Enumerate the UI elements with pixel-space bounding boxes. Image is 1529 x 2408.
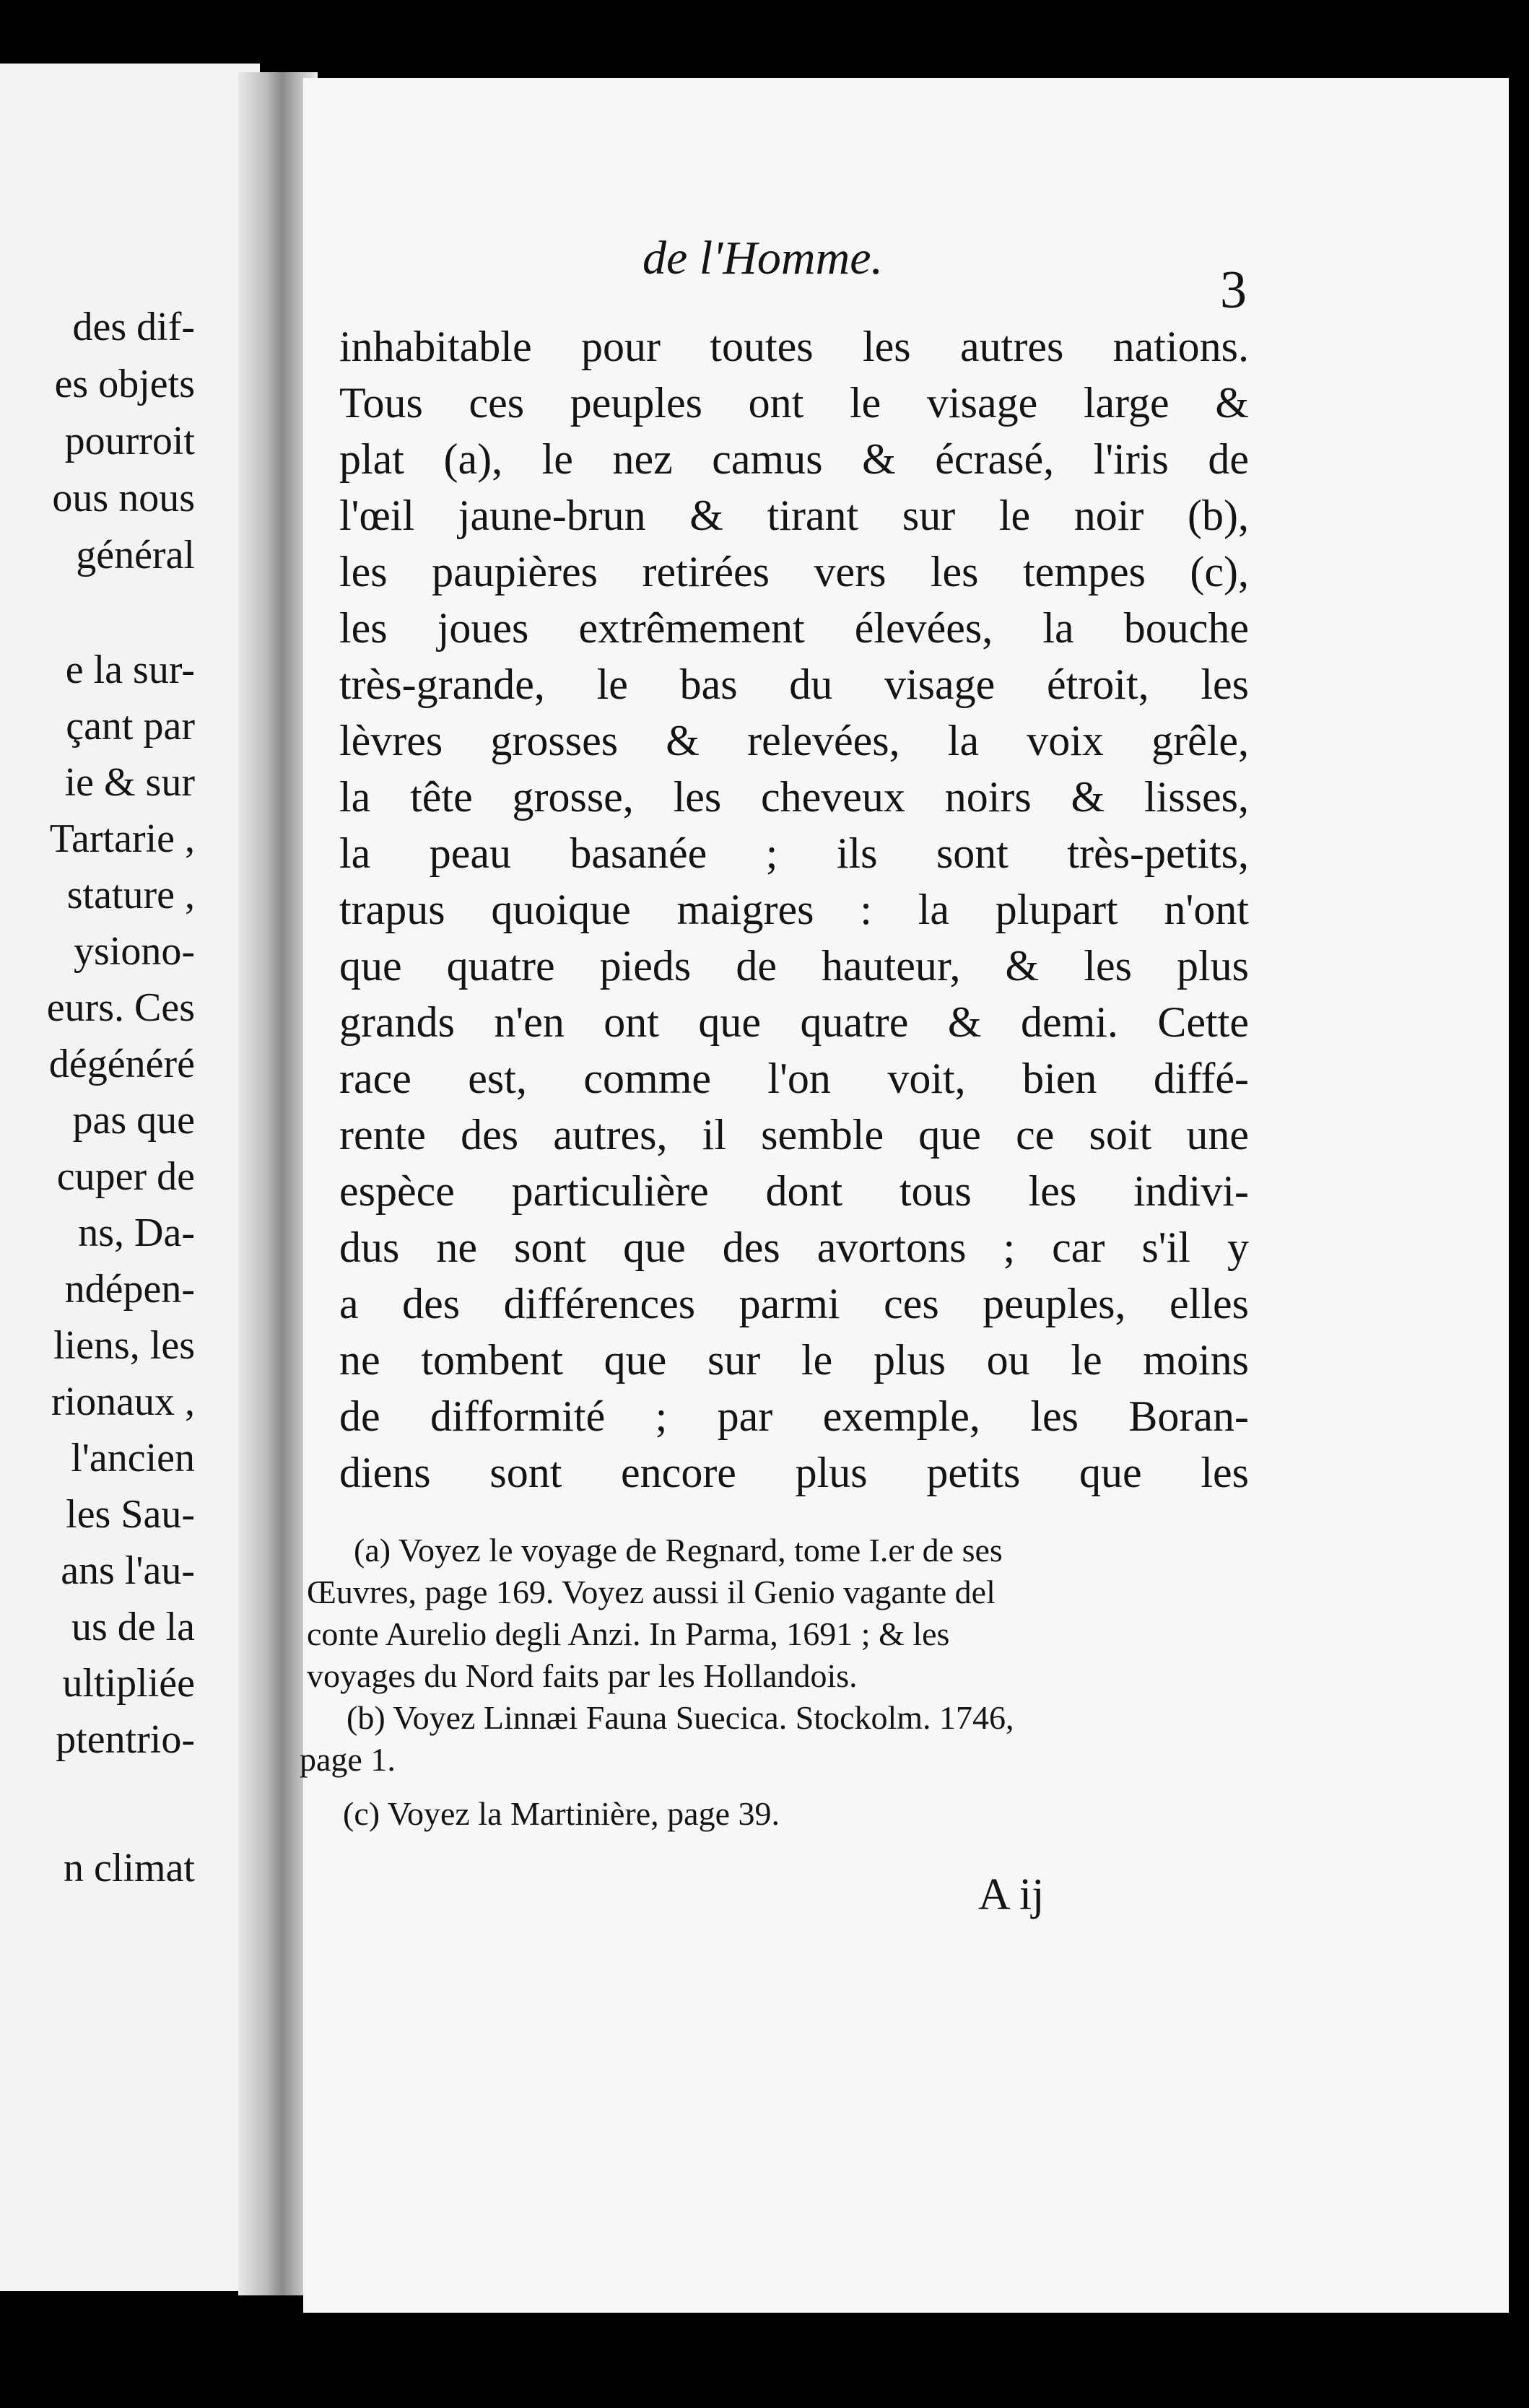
left-page-line: rionaux ,	[51, 1379, 195, 1424]
body-line: plat (a), le nez camus & écrasé, l'iris de	[339, 435, 1249, 483]
left-page-line: des dif-	[72, 305, 195, 349]
left-page-line: cuper de	[56, 1154, 195, 1199]
footnote-line: Œuvres, page 169. Voyez aussi il Genio vagante del	[307, 1574, 996, 1610]
footnote-line: (a) Voyez le voyage de Regnard, tome I.er de ses	[354, 1532, 1003, 1569]
body-line: a des différences parmi ces peuples, elles	[339, 1280, 1249, 1327]
left-page-line: ns, Da-	[78, 1210, 195, 1255]
left-page-line: ptentrio-	[56, 1717, 195, 1762]
body-line: lèvres grosses & relevées, la voix grêle,	[339, 717, 1249, 764]
left-page	[0, 64, 260, 2291]
body-line: diens sont encore plus petits que les	[339, 1449, 1249, 1496]
left-page-line: ndépen-	[64, 1267, 195, 1312]
left-page-line: Tartarie ,	[49, 816, 195, 861]
body-line: l'œil jaune-brun & tirant sur le noir (b),	[339, 492, 1249, 539]
left-page-line: eurs. Ces	[46, 985, 195, 1030]
body-line: trapus quoique maigres : la plupart n'ont	[339, 886, 1249, 933]
page-number: 3	[1220, 261, 1247, 320]
footnote-line: voyages du Nord faits par les Hollandois.	[307, 1657, 858, 1694]
body-line: que quatre pieds de hauteur, & les plus	[339, 942, 1249, 990]
body-line: les paupières retirées vers les tempes (c),	[339, 548, 1249, 596]
left-page-line: ous nous	[52, 476, 195, 520]
left-page-line: l'ancien	[71, 1436, 195, 1480]
footnote-line: page 1.	[300, 1741, 396, 1778]
left-page-line: e la sur-	[65, 647, 195, 692]
body-line: la peau basanée ; ils sont très-petits,	[339, 829, 1249, 877]
left-page-line: es objets	[54, 362, 195, 406]
left-page-line: liens, les	[53, 1323, 195, 1368]
body-line: très-grande, le bas du visage étroit, les	[339, 660, 1249, 708]
footnote-line: conte Aurelio degli Anzi. In Parma, 1691 ; & les	[307, 1615, 950, 1652]
left-page-line: général	[76, 533, 195, 577]
left-page-line: pas que	[72, 1098, 195, 1143]
body-line: les joues extrêmement élevées, la bouche	[339, 604, 1249, 652]
left-page-line: ysiono-	[74, 929, 195, 974]
body-line: inhabitable pour toutes les autres nations.	[339, 323, 1249, 370]
footnote-line: (c) Voyez la Martinière, page 39.	[343, 1795, 780, 1832]
left-page-line: ie & sur	[64, 760, 195, 805]
body-line: Tous ces peuples ont le visage large &	[339, 379, 1249, 427]
body-line: dus ne sont que des avortons ; car s'il y	[339, 1223, 1249, 1271]
body-line: rente des autres, il semble que ce soit une	[339, 1111, 1249, 1159]
body-line: race est, comme l'on voit, bien diffé-	[339, 1055, 1249, 1102]
left-page-line: n climat	[64, 1846, 195, 1890]
left-page-line: çant par	[66, 704, 195, 749]
left-page-line: les Sau-	[66, 1492, 195, 1537]
left-page-line: ans l'au-	[61, 1548, 195, 1593]
left-page-line: us de la	[71, 1605, 195, 1649]
body-line: la tête grosse, les cheveux noirs & lisses,	[339, 773, 1249, 821]
body-line: espèce particulière dont tous les indivi-	[339, 1167, 1249, 1215]
footnote-line: (b) Voyez Linnæi Fauna Suecica. Stockolm. 1746,	[347, 1699, 1014, 1736]
signature-mark: A ij	[978, 1870, 1045, 1919]
left-page-line: stature ,	[66, 873, 195, 917]
body-line: grands n'en ont que quatre & demi. Cette	[339, 998, 1249, 1046]
running-head: de l'Homme.	[642, 232, 884, 284]
body-line: de difformité ; par exemple, les Boran-	[339, 1392, 1249, 1440]
left-page-line: dégénéré	[48, 1042, 195, 1086]
body-line: ne tombent que sur le plus ou le moins	[339, 1336, 1249, 1384]
left-page-line: ultipliée	[62, 1661, 195, 1706]
left-page-line: pourroit	[64, 419, 195, 463]
